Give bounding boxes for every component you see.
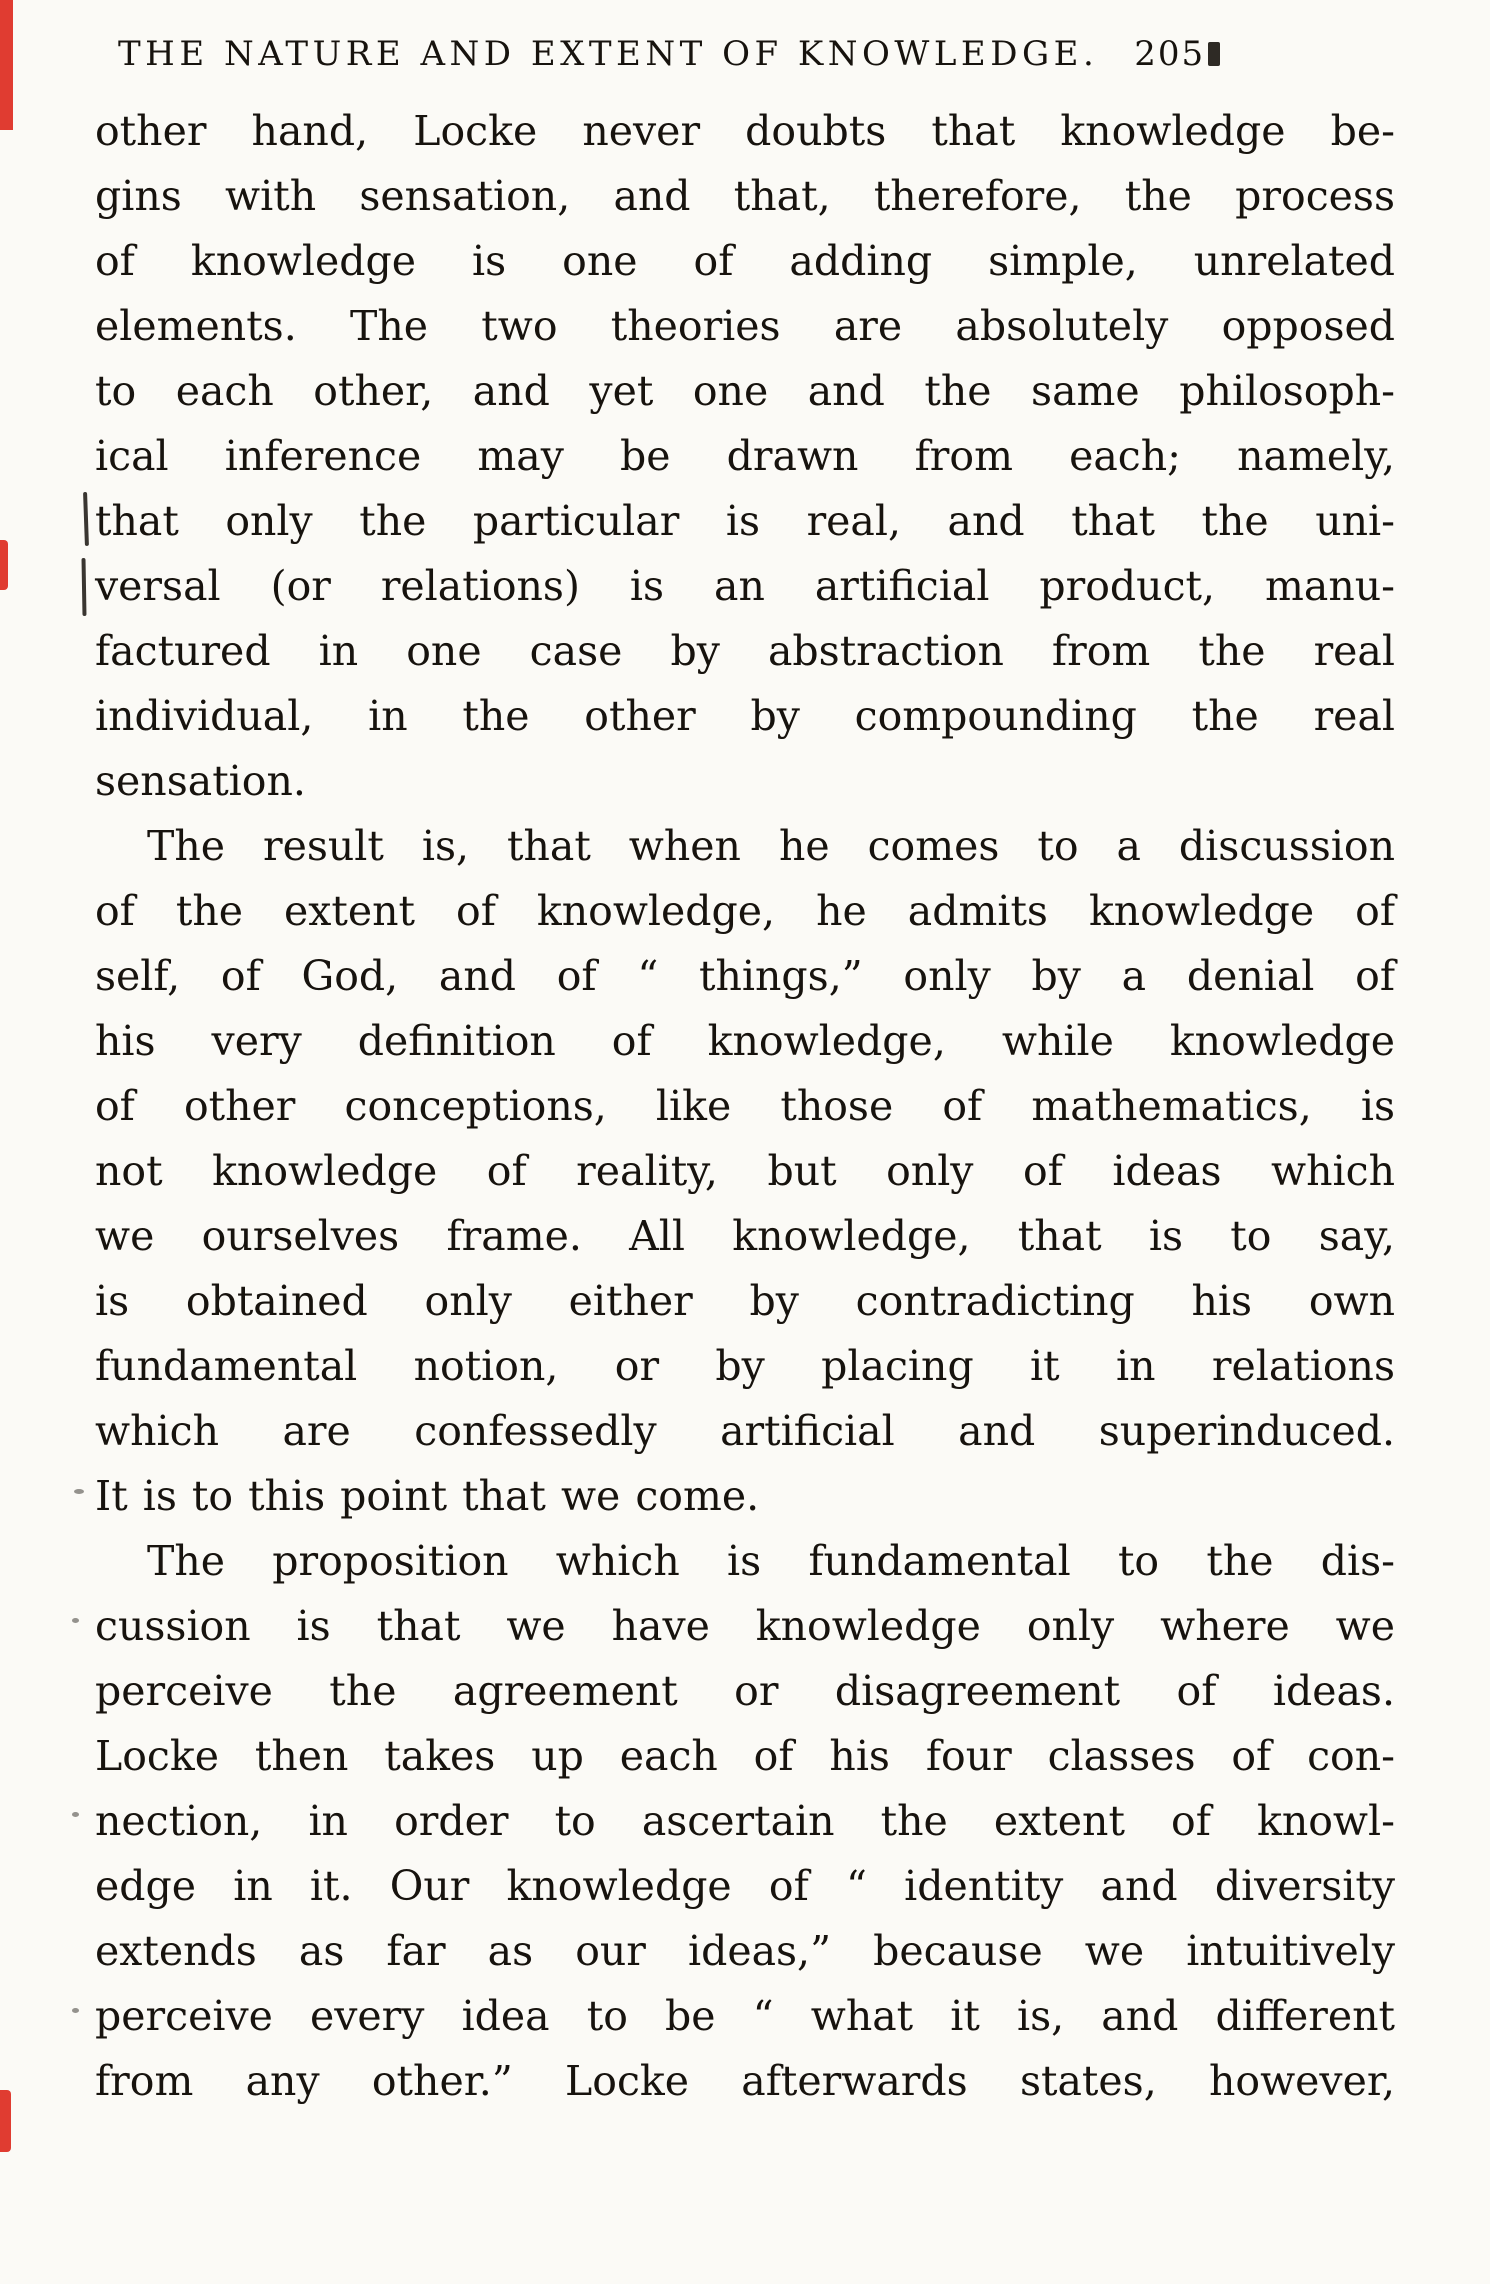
- paragraph: [95, 99, 1395, 814]
- text-line: not knowledge of reality, but only of ideas which: [95, 1147, 1395, 1195]
- text-line: versal (or relations) is an artificial product, manu-: [95, 562, 1395, 610]
- text-line: from any other.” Locke afterwards states, however,: [95, 2057, 1395, 2105]
- page-number: 205: [1134, 34, 1206, 74]
- text-line: which are confessedly artificial and superinduced.: [95, 1407, 1395, 1455]
- paragraph: [95, 814, 1395, 1529]
- handwritten-margin-mark-2: [81, 558, 86, 616]
- ink-smudge: [1208, 42, 1220, 66]
- ink-speck: [74, 1489, 84, 1494]
- text-line: fundamental notion, or by placing it in relations: [95, 1342, 1395, 1390]
- text-line: nection, in order to ascertain the extent of knowl-: [95, 1797, 1395, 1845]
- text-line: is obtained only either by contradicting his own: [95, 1277, 1395, 1325]
- ink-speck: [72, 1618, 79, 1623]
- text-line: to each other, and yet one and the same philosoph-: [95, 367, 1395, 415]
- text-line: factured in one case by abstraction from the real: [95, 627, 1395, 675]
- text-line: elements. The two theories are absolutely opposed: [95, 302, 1395, 350]
- text-line: sensation.: [95, 757, 306, 805]
- paragraph: [95, 1529, 1395, 2114]
- text-line: individual, in the other by compounding the real: [95, 692, 1395, 740]
- running-header: [118, 34, 1220, 74]
- text-line: that only the particular is real, and that the uni-: [95, 497, 1395, 545]
- text-line: of knowledge is one of adding simple, unrelated: [95, 237, 1395, 285]
- text-line: of other conceptions, like those of mathematics, is: [95, 1082, 1395, 1130]
- scan-artifact-red-middle: [0, 540, 8, 590]
- scan-artifact-red-top: [0, 0, 13, 130]
- text-line: The result is, that when he comes to a discussion: [147, 822, 1395, 870]
- ink-speck: [72, 2008, 79, 2013]
- text-line: other hand, Locke never doubts that knowledge be-: [95, 107, 1395, 155]
- text-line: perceive the agreement or disagreement of ideas.: [95, 1667, 1395, 1715]
- text-line: his very definition of knowledge, while knowledge: [95, 1017, 1395, 1065]
- text-line: Locke then takes up each of his four classes of con-: [95, 1732, 1395, 1780]
- text-line: perceive every idea to be “ what it is, and different: [95, 1992, 1395, 2040]
- text-line: The proposition which is fundamental to the dis-: [147, 1537, 1395, 1585]
- text-line: extends as far as our ideas,” because we intuitively: [95, 1927, 1395, 1975]
- text-block: [95, 99, 1395, 2114]
- ink-speck: [72, 1812, 79, 1817]
- text-line: we ourselves frame. All knowledge, that is to say,: [95, 1212, 1395, 1260]
- text-line: gins with sensation, and that, therefore, the process: [95, 172, 1395, 220]
- text-line: of the extent of knowledge, he admits knowledge of: [95, 887, 1395, 935]
- scan-artifact-red-bottom: [0, 2090, 11, 2152]
- header-title: THE NATURE AND EXTENT OF KNOWLEDGE.: [118, 34, 1099, 74]
- text-line: edge in it. Our knowledge of “ identity and diversity: [95, 1862, 1395, 1910]
- text-line: ical inference may be drawn from each; namely,: [95, 432, 1395, 480]
- text-line: cussion is that we have knowledge only where we: [95, 1602, 1395, 1650]
- text-line: It is to this point that we come.: [95, 1472, 760, 1520]
- handwritten-margin-mark-1: [83, 492, 89, 546]
- text-line: self, of God, and of “ things,” only by a denial of: [95, 952, 1395, 1000]
